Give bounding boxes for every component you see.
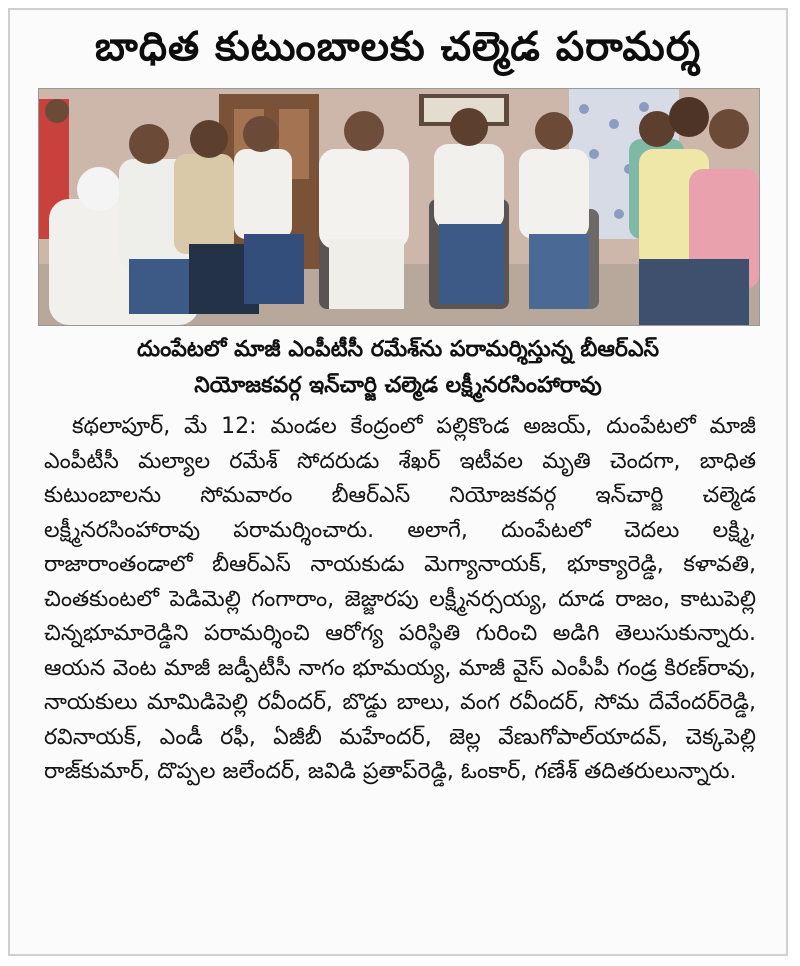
photo-caption [30,332,766,404]
newspaper-clipping [8,8,788,956]
article-body: కథలాపూర్, మే 12: మండల కేంద్రంలో పల్లికొండ అజయ్, దుంపేటలో మాజీ ఎంపీటీసీ మల్యాల రమేశ్ సోదరుడు శేఖర్ ఇటీవల మృతి చెందగా, బాధిత కుటుంబాలను సోమవారం బీఆర్ఎస్ నియోజకవర్గ ఇన్‌చార్జి చల్మెడ లక్ష్మీనరసింహారావు పరామర్శించారు. అలాగే, దుంపేటలో చెదలు లక్ష్మి, రాజారాంతండాలో బీఆర్ఎస్ నాయకుడు మెగ్యానాయక్, భూక్యారెడ్డి, కళావతి, చింతకుంటలో పెడిమెల్లి గంగారాం, జెజ్జారపు లక్ష్మీనర్సయ్య, దూడ రాజం, కాటుపెల్లి చిన్నభూమారెడ్డిని పరామర్శించి ఆరోగ్య పరిస్థితి గురించి అడిగి తెలుసుకున్నారు. ఆయన వెంట మాజీ జడ్పీటీసీ నాగం భూమయ్య, మాజీ వైస్ ఎంపీపీ గండ్ర కిరణ్‌రావు, నాయకులు మామిడిపెల్లి రవీందర్, బొడ్డు బాలు, వంగ రవీందర్, సోమ దేవేందర్‌రెడ్డి, రవినాయక్, ఎండీ రఫీ, ఏజీబీ మహేందర్, జెల్ల వేణుగోపాల్‌యాదవ్, చెక్కపెల్లి రాజ్‌కుమార్, దొప్పల జలేందర్, జవిడి ప్రతాప్‌రెడ్డి, ఓంకార్, గణేశ్ తదితరులున్నారు. [44,414,756,784]
caption-line-2: నియోజకవర్గ ఇన్‌చార్జి చల్మెడ లక్ష్మీనరసింహారావు [194,373,602,398]
caption-line-1: దుంపేటలో మాజీ ఎంపీటీసీ రమేశ్‌ను పరామర్శిస్తున్న బీఆర్ఎస్ [136,337,660,362]
photo-illustration [39,89,759,325]
news-photo [38,88,760,326]
headline: బాధిత కుటుంబాలకు చల్మెడ పరామర్శ [94,24,702,70]
